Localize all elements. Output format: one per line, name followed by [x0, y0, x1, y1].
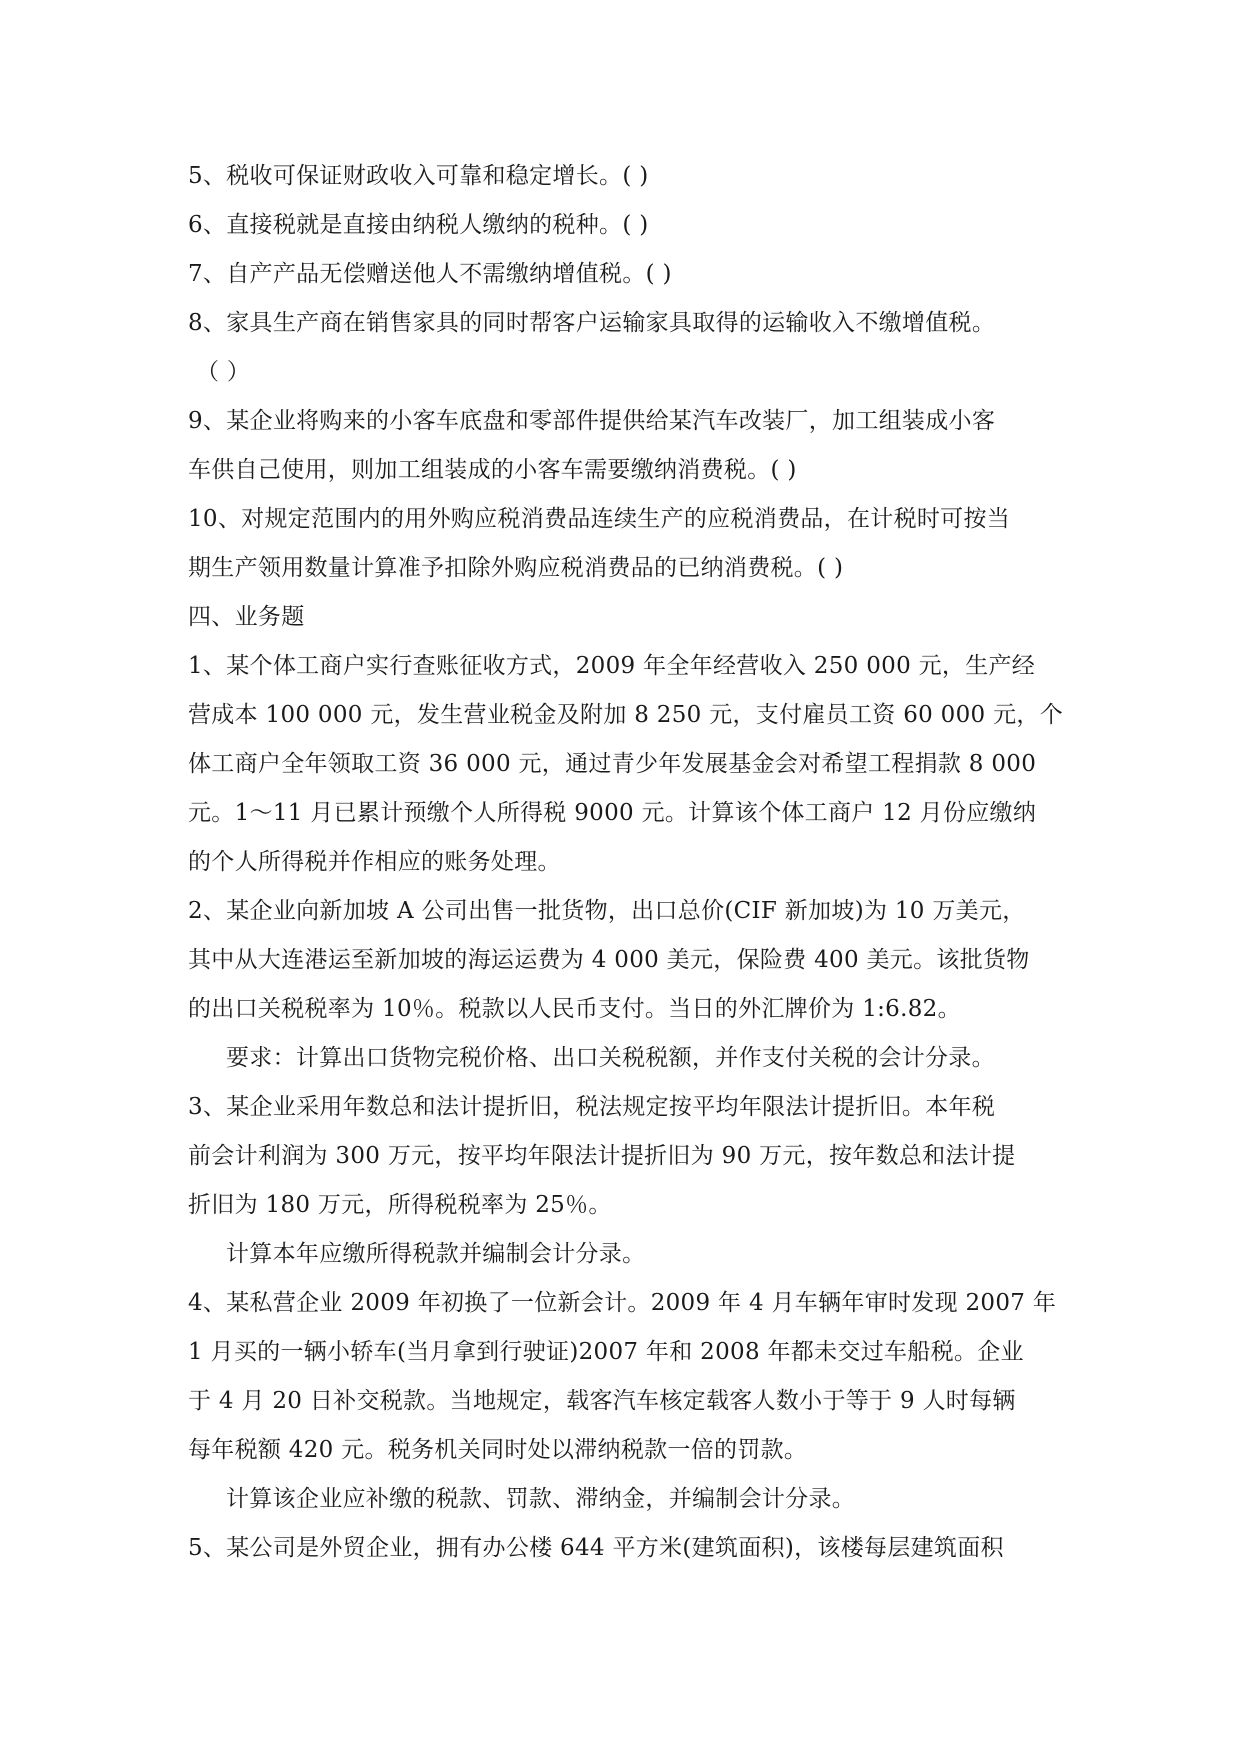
text-line: 于 4 月 20 日补交税款。当地规定，载客汽车核定载客人数小于等于 9 人时每辆 — [188, 1388, 1016, 1414]
text-line: 10、对规定范围内的用外购应税消费品连续生产的应税消费品，在计税时可按当 — [188, 506, 1011, 532]
judgment-question-5 — [188, 152, 1056, 201]
text-line: 车供自己使用，则加工组装成的小客车需要缴纳消费税。( ) — [188, 457, 797, 483]
text-line: 8、家具生产商在销售家具的同时帮客户运输家具取得的运输收入不缴增值税。 — [188, 310, 996, 336]
text-line: 5、税收可保证财政收入可靠和稳定增长。( ) — [188, 163, 649, 189]
text-line: 7、自产产品无偿赠送他人不需缴纳增值税。( ) — [188, 261, 672, 287]
text-line: 6、直接税就是直接由纳税人缴纳的税种。( ) — [188, 212, 649, 238]
judgment-question-8 — [188, 299, 1056, 397]
text-line: 其中从大连港运至新加坡的海运运费为 4 000 美元，保险费 400 美元。该批货物 — [188, 947, 1030, 973]
judgment-question-10 — [188, 495, 1056, 593]
text-line: 每年税额 420 元。税务机关同时处以滞纳税款一倍的罚款。 — [188, 1437, 808, 1463]
text-line: 的个人所得税并作相应的账务处理。 — [188, 849, 561, 875]
document-page — [188, 152, 1063, 1573]
problem-requirement: 计算该企业应补缴的税款、罚款、滞纳金，并编制会计分录。 — [226, 1486, 856, 1512]
section-title: 四、业务题 — [188, 604, 305, 630]
text-line: 折旧为 180 万元，所得税税率为 25％。 — [188, 1192, 612, 1218]
text-line: 1、某个体工商户实行查账征收方式，2009 年全年经营收入 250 000 元，生产经 — [188, 653, 1036, 679]
text-line: 1 月买的一辆小轿车(当月拿到行驶证)2007 年和 2008 年都未交过车船税。企业 — [188, 1339, 1024, 1365]
text-line: 5、某公司是外贸企业，拥有办公楼 644 平方米(建筑面积)，该楼每层建筑面积 — [188, 1535, 1004, 1561]
text-line: 4、某私营企业 2009 年初换了一位新会计。2009 年 4 月车辆年审时发现 2007 年 — [188, 1290, 1057, 1316]
text-line: 的出口关税税率为 10％。税款以人民币支付。当日的外汇牌价为 1:6.82。 — [188, 996, 961, 1022]
business-problem-2 — [188, 887, 1056, 1083]
text-line: 元。1～11 月已累计预缴个人所得税 9000 元。计算该个体工商户 12 月份应缴纳 — [188, 800, 1037, 826]
text-line: 3、某企业采用年数总和法计提折旧，税法规定按平均年限法计提折旧。本年税 — [188, 1094, 996, 1120]
problem-requirement: 要求：计算出口货物完税价格、出口关税税额，并作支付关税的会计分录。 — [226, 1045, 995, 1071]
business-problem-4 — [188, 1279, 1056, 1524]
text-line: 2、某企业向新加坡 A 公司出售一批货物，出口总价(CIF 新加坡)为 10 万美元， — [188, 898, 1026, 924]
text-line: 营成本 100 000 元，发生营业税金及附加 8 250 元，支付雇员工资 60 000 元，个 — [188, 702, 1063, 728]
judgment-question-9 — [188, 397, 1056, 495]
business-problem-5 — [188, 1524, 1056, 1573]
problem-requirement: 计算本年应缴所得税款并编制会计分录。 — [226, 1241, 646, 1267]
business-problem-3 — [188, 1083, 1056, 1279]
answer-blank: （ ） — [196, 359, 251, 385]
judgment-question-6 — [188, 201, 1056, 250]
business-problem-1 — [188, 642, 1063, 887]
text-line: 9、某企业将购来的小客车底盘和零部件提供给某汽车改装厂，加工组装成小客 — [188, 408, 996, 434]
text-line: 体工商户全年领取工资 36 000 元，通过青少年发展基金会对希望工程捐款 8 000 — [188, 751, 1037, 777]
text-line: 期生产领用数量计算准予扣除外购应税消费品的已纳消费税。( ) — [188, 555, 844, 581]
judgment-question-7 — [188, 250, 1056, 299]
text-line: 前会计利润为 300 万元，按平均年限法计提折旧为 90 万元，按年数总和法计提 — [188, 1143, 1016, 1169]
